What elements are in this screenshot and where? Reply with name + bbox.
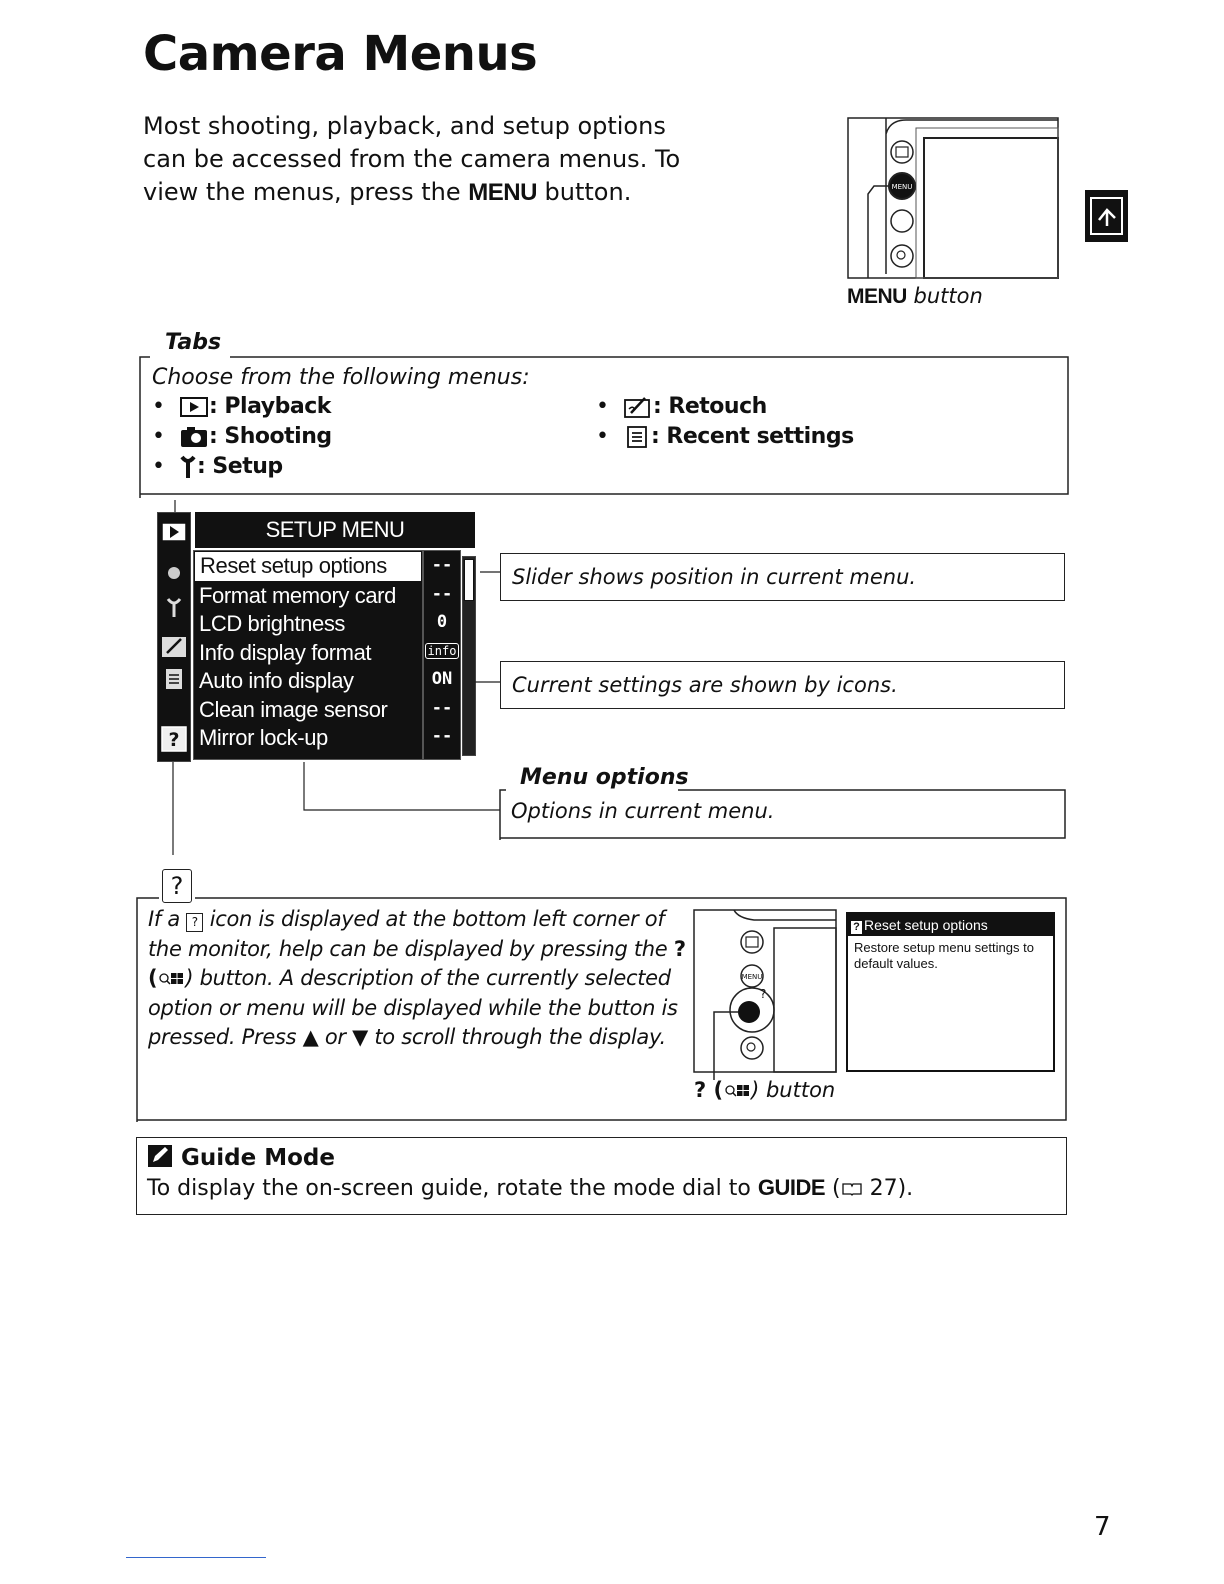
help-text-4: ) button. A description of the currently selected option or menu will be displayed while the button is pressed. Press bbox=[148, 966, 678, 1049]
intro-paragraph bbox=[143, 110, 703, 209]
zoom-out-thumbnail-icon bbox=[723, 1082, 751, 1100]
help-button-caption bbox=[694, 1078, 835, 1102]
tab-retouch-label: : Retouch bbox=[652, 394, 767, 419]
menu-item-mirror-lockup[interactable]: Mirror lock-up bbox=[199, 725, 328, 750]
guide-text-before: To display the on-screen guide, rotate the mode dial to bbox=[147, 1176, 758, 1201]
help-screen-title-bar bbox=[848, 914, 1053, 936]
menu-value: -- bbox=[431, 583, 453, 604]
guide-text-after: ( bbox=[825, 1176, 841, 1201]
tab-shooting-label: : Shooting bbox=[208, 424, 332, 449]
playback-icon bbox=[179, 396, 209, 418]
help-text-2: icon is displayed at the bottom left corner of the monitor, help can be displayed by pressing the bbox=[148, 907, 674, 961]
menu-value: -- bbox=[431, 726, 453, 746]
help-inline-icon: ? bbox=[186, 913, 203, 932]
menu-value: 0 bbox=[436, 612, 448, 632]
help-screen-icon: ? bbox=[851, 921, 862, 934]
help-paragraph bbox=[148, 905, 688, 1053]
svg-text:MENU: MENU bbox=[741, 973, 763, 981]
tab-playback-label: : Playback bbox=[208, 394, 331, 419]
setup-section-icon bbox=[1085, 190, 1128, 242]
menu-item-lcd-brightness[interactable]: LCD brightness bbox=[199, 611, 346, 636]
tab-list-right bbox=[596, 394, 854, 454]
help-screen bbox=[846, 912, 1055, 1072]
help-text-1: If a bbox=[148, 907, 187, 931]
help-caption-q: ? ( bbox=[694, 1078, 724, 1102]
callout-connectors bbox=[150, 500, 510, 870]
retouch-icon bbox=[623, 395, 653, 419]
guide-mode-heading-row bbox=[147, 1144, 335, 1171]
guide-page-ref: 27). bbox=[862, 1176, 914, 1201]
guide-word: GUIDE bbox=[757, 1175, 826, 1200]
menu-word: MENU bbox=[468, 179, 537, 206]
guide-mode-heading: Guide Mode bbox=[181, 1145, 335, 1171]
wrench-icon bbox=[179, 455, 197, 479]
page-number: 7 bbox=[1094, 1512, 1111, 1542]
menu-caption-word: MENU bbox=[847, 285, 907, 308]
help-caption-rest: ) button bbox=[751, 1078, 836, 1102]
help-camera-illustration bbox=[692, 908, 840, 1080]
footer-rule bbox=[126, 1557, 266, 1558]
note-pencil-icon bbox=[147, 1144, 173, 1168]
menu-item-clean-sensor[interactable]: Clean image sensor bbox=[199, 696, 388, 722]
menu-value: -- bbox=[431, 697, 453, 718]
tab-shooting: • : Shooting bbox=[152, 424, 332, 449]
tab-list-left bbox=[152, 394, 332, 484]
button-caption-word: button bbox=[913, 284, 983, 308]
camera-icon bbox=[179, 426, 209, 448]
tab-retouch: • : Retouch bbox=[596, 394, 767, 419]
tabs-intro: Choose from the following menus: bbox=[152, 365, 530, 390]
tab-setup: • : Setup bbox=[152, 454, 283, 479]
tabs-heading: Tabs bbox=[165, 330, 222, 355]
intro-text-before: Most shooting, playback, and setup options can be accessed from the camera menus. To view the menus, press the bbox=[143, 112, 681, 206]
svg-text:?: ? bbox=[168, 729, 180, 751]
menu-button-caption bbox=[847, 284, 983, 309]
tab-recent: • : Recent settings bbox=[596, 424, 854, 449]
tab-playback: • : Playback bbox=[152, 394, 331, 419]
menu-item-auto-info-display[interactable]: Auto info display bbox=[199, 668, 354, 693]
help-text-5: ▲ or ▼ to scroll through the display. bbox=[302, 1025, 666, 1049]
svg-text:MENU: MENU bbox=[891, 183, 913, 191]
page-title: Camera Menus bbox=[143, 26, 538, 82]
tab-recent-label: : Recent settings bbox=[650, 424, 854, 449]
help-screen-title: Reset setup options bbox=[864, 917, 988, 933]
menu-value: -- bbox=[431, 555, 453, 575]
book-reference-icon bbox=[841, 1181, 863, 1197]
intro-text-after: button. bbox=[536, 178, 632, 206]
guide-mode-text bbox=[147, 1175, 913, 1201]
help-symbol: ? bbox=[170, 872, 184, 900]
svg-text:?: ? bbox=[760, 987, 767, 1001]
menu-options-heading: Menu options bbox=[520, 765, 689, 790]
menu-value-info-badge: info bbox=[424, 637, 460, 666]
help-text-3: ? ( bbox=[148, 936, 686, 990]
menu-value: ON bbox=[431, 669, 453, 689]
camera-back-illustration bbox=[846, 114, 1062, 284]
menu-item-info-display-format[interactable]: Info display format bbox=[199, 639, 372, 665]
recent-settings-icon bbox=[623, 425, 651, 449]
help-screen-text: Restore setup menu settings to default values. bbox=[854, 940, 1034, 971]
menu-options-text: Options in current menu. bbox=[511, 799, 775, 823]
zoom-out-thumbnail-icon bbox=[157, 970, 185, 988]
callout-slider: Slider shows position in current menu. bbox=[500, 553, 1065, 601]
tab-setup-label: : Setup bbox=[196, 454, 283, 479]
section-tab-marker bbox=[1085, 190, 1128, 242]
setup-menu-title: SETUP MENU bbox=[195, 512, 475, 548]
menu-item-format-card[interactable]: Format memory card bbox=[199, 582, 396, 608]
callout-icons: Current settings are shown by icons. bbox=[500, 661, 1065, 709]
menu-item-reset-setup[interactable]: Reset setup options bbox=[194, 551, 422, 582]
